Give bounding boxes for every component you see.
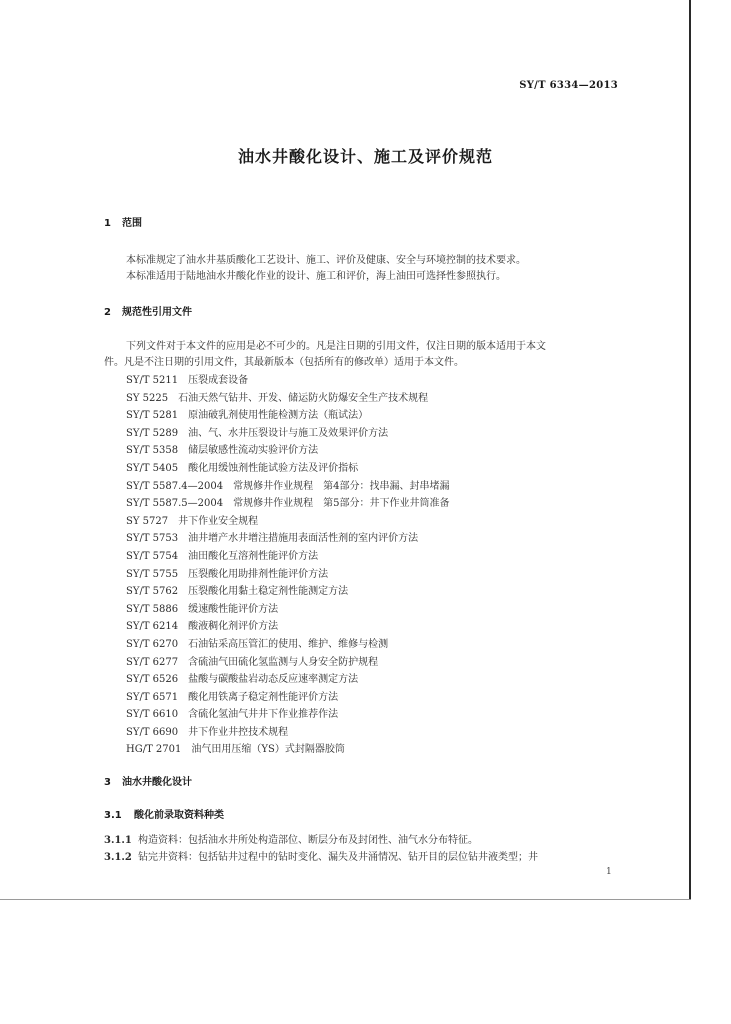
reference-item (126, 494, 449, 512)
references-intro-line-2: 件。凡是不注日期的引用文件，其最新版本（包括所有的修改单）适用于本文件。 (104, 357, 464, 368)
reference-title: 储层敏感性流动实验评价方法 (188, 445, 319, 457)
reference-title: 井下作业井控技术规程 (188, 726, 289, 738)
clause-3-1-2 (104, 848, 538, 863)
section-number: 2 (104, 307, 111, 318)
reference-item (126, 389, 449, 407)
reference-code: SY/T 5358 (126, 445, 179, 457)
reference-code: HG/T 2701 (126, 744, 182, 756)
reference-title: 常规修井作业规程 第4部分：找串漏、封串堵漏 (233, 480, 450, 492)
subsection-title: 酸化前录取资料种类 (134, 810, 224, 821)
reference-title: 酸化用铁离子稳定剂性能评价方法 (188, 691, 339, 703)
document-title: 油水井酸化设计、施工及评价规范 (237, 147, 493, 166)
reference-code: SY/T 6571 (126, 691, 179, 703)
section-number: 1 (104, 218, 111, 229)
clause-text: 钻完井资料：包括钻井过程中的钻时变化、漏失及井涌情况、钻开目的层位钻井液类型；井 (138, 852, 538, 863)
reference-title: 含硫化氢油气井井下作业推荐作法 (188, 709, 339, 721)
reference-item (126, 529, 449, 547)
section-1-heading (104, 214, 142, 229)
reference-item (126, 705, 449, 723)
reference-code: SY/T 6610 (126, 709, 179, 721)
reference-item (126, 582, 449, 600)
reference-title: 石油天然气钻井、开发、储运防火防爆安全生产技术规程 (178, 392, 429, 404)
reference-item (126, 547, 449, 565)
reference-item (126, 565, 449, 583)
reference-title: 含硫油气田硫化氢监测与人身安全防护规程 (188, 656, 379, 668)
reference-code: SY/T 5281 (126, 410, 179, 422)
clause-number: 3.1.1 (104, 835, 132, 846)
reference-code: SY 5225 (126, 392, 169, 404)
reference-code: SY/T 6214 (126, 621, 179, 633)
reference-item (126, 406, 449, 424)
reference-title: 压裂酸化用黏土稳定剂性能测定方法 (188, 586, 349, 598)
reference-item (126, 670, 449, 688)
reference-code: SY/T 5762 (126, 586, 179, 598)
reference-title: 常规修井作业规程 第5部分：井下作业井筒准备 (233, 498, 450, 510)
reference-title: 酸化用缓蚀剂性能试验方法及评价指标 (188, 462, 359, 474)
reference-title: 压裂成套设备 (188, 375, 249, 386)
reference-item (126, 723, 449, 741)
reference-item (126, 653, 449, 671)
reference-code: SY 5727 (126, 515, 169, 527)
reference-title: 压裂酸化用助排剂性能评价方法 (188, 568, 329, 580)
reference-title: 油气田用压缩（YS）式封隔器胶筒 (191, 744, 345, 756)
section-title: 油水井酸化设计 (122, 777, 192, 788)
reference-code: SY/T 5289 (126, 427, 179, 439)
page-edge (689, 0, 691, 900)
reference-code: SY/T 6277 (126, 656, 179, 668)
reference-item (126, 512, 449, 530)
reference-title: 油田酸化互溶剂性能评价方法 (188, 550, 319, 562)
clause-number: 3.1.2 (104, 852, 132, 863)
reference-item (126, 424, 449, 442)
section-3-heading (104, 773, 192, 788)
reference-code: SY/T 5211 (126, 375, 179, 386)
scope-paragraph-2: 本标准适用于陆地油水井酸化作业的设计、施工和评价，海上油田可选择性参照执行。 (126, 271, 506, 282)
reference-code: SY/T 6526 (126, 674, 179, 686)
reference-code: SY/T 5755 (126, 568, 179, 580)
page-edge-bottom (0, 899, 691, 900)
subsection-3-1-heading (104, 806, 224, 821)
reference-code: SY/T 6270 (126, 638, 179, 650)
reference-code: SY/T 6690 (126, 726, 179, 738)
reference-item (126, 600, 449, 618)
clause-3-1-1 (104, 831, 478, 846)
reference-item (126, 635, 449, 653)
reference-item (126, 617, 449, 635)
reference-item (126, 371, 449, 389)
reference-title: 油、气、水井压裂设计与施工及效果评价方法 (188, 427, 389, 439)
section-title: 范围 (122, 218, 142, 229)
reference-item (126, 688, 449, 706)
reference-code: SY/T 5754 (126, 550, 179, 562)
reference-title: 酸液稠化剂评价方法 (188, 621, 279, 633)
reference-item (126, 459, 449, 477)
reference-title: 石油钻采高压管汇的使用、维护、维修与检测 (188, 638, 389, 650)
reference-item (126, 477, 449, 495)
references-intro-line-1: 下列文件对于本文件的应用是必不可少的。凡是注日期的引用文件，仅注日期的版本适用于本文 (126, 341, 546, 352)
reference-title: 井下作业安全规程 (178, 515, 259, 527)
clause-text: 构造资料：包括油水井所处构造部位、断层分布及封闭性、油气水分布特征。 (138, 835, 478, 846)
reference-code: SY/T 5405 (126, 462, 179, 474)
subsection-number: 3.1 (104, 810, 122, 821)
reference-item (126, 740, 449, 758)
reference-title: 油井增产水井增注措施用表面活性剂的室内评价方法 (188, 533, 419, 545)
reference-code: SY/T 5587.4—2004 (126, 480, 224, 492)
reference-code: SY/T 5886 (126, 603, 179, 615)
reference-title: 盐酸与碳酸盐岩动态反应速率测定方法 (188, 674, 359, 686)
normative-references-list (126, 371, 449, 758)
section-2-heading (104, 303, 192, 318)
scope-paragraph-1: 本标准规定了油水井基质酸化工艺设计、施工、评价及健康、安全与环境控制的技术要求。 (126, 255, 526, 266)
reference-title: 缓速酸性能评价方法 (188, 603, 279, 615)
section-number: 3 (104, 777, 111, 788)
section-title: 规范性引用文件 (122, 307, 192, 318)
page-number: 1 (606, 867, 612, 877)
reference-title: 原油破乳剂使用性能检测方法（瓶试法） (188, 410, 369, 422)
reference-item (126, 441, 449, 459)
reference-code: SY/T 5587.5—2004 (126, 498, 224, 510)
reference-code: SY/T 5753 (126, 533, 179, 545)
standard-code: SY/T 6334—2013 (519, 80, 618, 91)
